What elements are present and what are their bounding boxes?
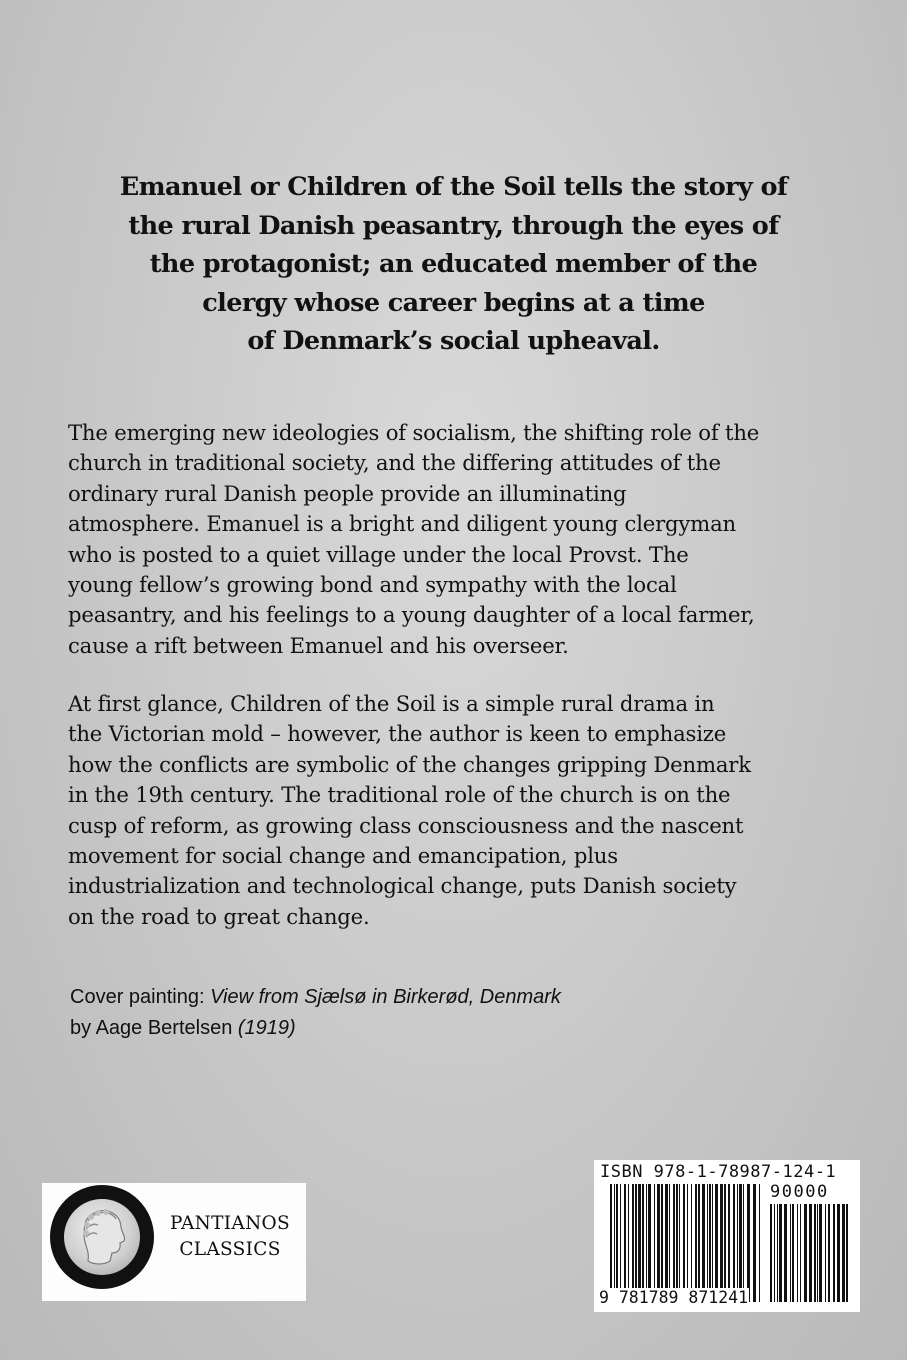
barcode-bar [747,1184,750,1302]
paragraph-line: in the 19th century. The traditional role of the church is on the [68,782,731,808]
barcode-bar [657,1184,660,1302]
barcode-bar [814,1204,816,1302]
barcode-bar [759,1184,760,1302]
barcode-bar [614,1184,615,1302]
barcode-bar [797,1204,798,1302]
barcode-bar [635,1184,637,1302]
paragraph-line: cause a rift between Emanuel and his overseer. [68,632,569,658]
description-paragraph-1 [68,418,858,661]
price-addon-code: 90000 [770,1182,829,1202]
paragraph-line: movement for social change and emancipation, plus [68,843,618,869]
barcode-bar [753,1184,756,1302]
barcode-bar [628,1184,629,1302]
barcode-bar [661,1184,663,1302]
barcode-bar [698,1184,700,1302]
barcode-bar [784,1204,787,1302]
barcode-bar [624,1184,626,1302]
classical-profile-medallion-icon [50,1185,154,1289]
paragraph-line: cusp of reform, as growing class consciousness and the nascent [68,812,744,838]
barcode-bar [770,1204,772,1302]
paragraph-line: young fellow’s growing bond and sympathy with the local [68,572,677,598]
barcode-bar [715,1184,718,1302]
barcode-bar [712,1184,713,1302]
barcode-bar [616,1184,618,1302]
publisher-name-line-2: CLASSICS [179,1239,281,1260]
barcode-bar [792,1204,794,1302]
barcode-bar [676,1184,678,1302]
barcode-bar [809,1204,812,1302]
barcode-bar [846,1204,848,1302]
barcode-bar [665,1184,668,1302]
paragraph-line: how the conflicts are symbolic of the changes gripping Denmark [68,751,751,777]
barcode-bar [702,1184,705,1302]
paragraph-line: who is posted to a quiet village under the local Provst. The [68,541,689,567]
barcode-bar [800,1204,801,1302]
paragraph-line: peasantry, and his feelings to a young daughter of a local farmer, [68,602,755,628]
paragraph-line: atmosphere. Emanuel is a bright and diligent young clergyman [68,511,736,537]
barcode-bar [610,1184,612,1302]
barcode-bar [819,1204,822,1302]
barcode-bar [707,1184,708,1302]
barcode-bar [654,1184,655,1302]
description-paragraph-2 [68,689,858,932]
painting-year: (1919) [237,1017,296,1039]
barcode-bar [779,1204,782,1302]
barcode-bar [646,1184,647,1302]
paragraph-line: industrialization and technological change, puts Danish society [68,873,737,899]
blurb-line: the protagonist; an educated member of the [149,249,758,279]
barcode-bar [790,1204,791,1302]
credit-label: Cover painting: [70,986,211,1008]
barcode-bar [825,1204,826,1302]
barcode-bar [837,1204,840,1302]
isbn-barcode [594,1160,860,1312]
barcode-bar [620,1184,621,1302]
publisher-name-line-1: PANTIANOS [169,1213,291,1234]
barcode-bar [695,1184,697,1302]
barcode-bar [728,1184,730,1302]
paragraph-line: on the road to great change. [68,903,370,929]
barcode-bar [638,1184,641,1302]
cover-painting-credit [70,982,561,1044]
barcode-bar [739,1184,742,1302]
blurb-line: Emanuel or Children of the Soil tells the story of [119,172,788,202]
blurb-line: of Denmark’s social upheaval. [247,326,660,356]
ean-number: 9 781789 871241 [599,1288,749,1307]
publisher-logo [42,1183,306,1301]
barcode-bar [828,1204,830,1302]
blurb-line: the rural Danish peasantry, through the eyes of [128,210,779,241]
barcode-bar [632,1184,634,1302]
barcode-bar [817,1204,818,1302]
credit-line-1 [70,982,561,1013]
barcode-bar [737,1184,738,1302]
barcode-bar [673,1184,675,1302]
barcode-bar [733,1184,735,1302]
barcode-bar [724,1184,726,1302]
barcode-bar [774,1204,775,1302]
barcode-bar [687,1184,688,1302]
blurb-line: clergy whose career begins at a time [202,287,705,318]
barcode-bar [833,1204,835,1302]
paragraph-line: At first glance, Children of the Soil is a simple rural drama in [68,691,715,716]
barcode-bar [683,1184,685,1302]
barcode-bar [669,1184,670,1302]
paragraph-line: the Victorian mold – however, the author is keen to emphasize [68,721,727,747]
paragraph-line: ordinary rural Danish people provide an illuminating [68,480,627,506]
barcode-bar [648,1184,651,1302]
blurb [80,168,827,361]
barcode-bar [720,1184,723,1302]
paragraph-line: The emerging new ideologies of socialism, the shifting role of the [68,420,760,445]
barcode-bar [691,1184,692,1302]
paragraph-line: church in traditional society, and the differing attitudes of the [68,450,721,476]
credit-line-2 [70,1013,561,1044]
credit-artist: by Aage Bertelsen [70,1017,238,1039]
profile-head-icon [64,1199,140,1275]
barcode-bar [777,1204,778,1302]
barcode-bar [743,1184,744,1302]
painting-title: View from Sjælsø in Birkerød, Denmark [210,986,561,1008]
barcode-bar [804,1204,807,1302]
publisher-name [160,1211,300,1263]
barcode-bar [842,1204,845,1302]
isbn-label: ISBN 978-1-78987-124-1 [600,1162,837,1182]
barcode-bar [642,1184,644,1302]
barcode-bar [679,1184,680,1302]
barcode-bar [709,1184,711,1302]
